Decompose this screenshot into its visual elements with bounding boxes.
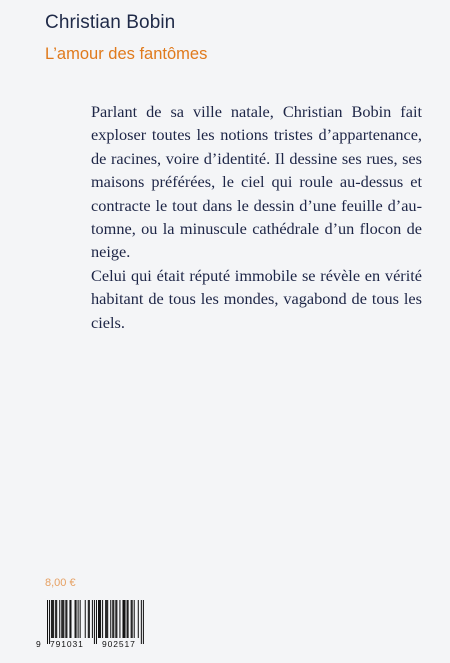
book-title: L’amour des fantômes xyxy=(45,45,208,63)
barcode-bar xyxy=(62,600,63,638)
barcode-bar xyxy=(78,600,79,638)
barcode-bar xyxy=(113,600,114,638)
barcode-bar xyxy=(49,600,50,644)
barcode-bar xyxy=(63,600,64,638)
blurb-paragraph-1: Parlant de sa ville natale, Christian Bobin fait exploser toutes les notions tristes d’appartenance, de racines, voire d’identité. Il dessine ses rues, ses maisons préférées, le ciel qui roule au-dessus et contracte le tout dans le dessin d’une feuille d’automne, ou la minuscule cathédrale d’un flocon de neige. xyxy=(91,102,422,262)
barcode-first-digit: 9 xyxy=(36,639,41,649)
barcode-bar xyxy=(143,600,144,644)
barcode-bar xyxy=(127,600,128,638)
barcode-bar xyxy=(119,600,120,638)
barcode-bar xyxy=(94,600,95,644)
barcode-bar xyxy=(51,600,52,638)
barcode-bar xyxy=(100,600,101,638)
barcode-bar xyxy=(141,600,142,644)
barcode-bars xyxy=(36,600,146,644)
barcode-bar xyxy=(98,600,99,638)
barcode-bar xyxy=(105,600,106,638)
barcode-bar xyxy=(128,600,129,638)
author-name: Christian Bobin xyxy=(45,12,176,33)
blurb-paragraph-2: Celui qui était réputé immobile se révèle en vérité habitant de tous les mondes, vagabond de tous les ciels. xyxy=(91,265,422,332)
barcode-bar xyxy=(122,600,123,638)
barcode-bar xyxy=(80,600,81,638)
barcode-bar xyxy=(76,600,77,638)
barcode-bar xyxy=(116,600,117,638)
price-label: 8,00 € xyxy=(45,577,76,589)
barcode-bar xyxy=(70,600,71,638)
barcode-bar xyxy=(85,600,86,638)
barcode-bar xyxy=(55,600,56,638)
barcode-bar xyxy=(47,600,48,644)
barcode-bar xyxy=(52,600,53,638)
barcode-bar xyxy=(88,600,89,638)
barcode-bar xyxy=(96,600,97,644)
barcode-bar xyxy=(66,600,67,638)
barcode-bar xyxy=(138,600,139,638)
barcode-bar xyxy=(110,600,111,638)
barcode-bar xyxy=(69,600,70,638)
barcode-bar xyxy=(99,600,100,638)
barcode-right-group: 902517 xyxy=(102,639,136,649)
barcode-bar xyxy=(102,600,103,638)
barcode-bar xyxy=(89,600,90,638)
barcode-bar xyxy=(115,600,116,638)
barcode-bar xyxy=(92,600,93,638)
barcode-bar xyxy=(134,600,135,638)
barcode-left-group: 791031 xyxy=(50,639,84,649)
barcode-bar xyxy=(125,600,126,638)
barcode-bar xyxy=(107,600,108,638)
barcode-bar xyxy=(65,600,66,638)
barcode-bar xyxy=(112,600,113,638)
barcode-bar xyxy=(131,600,132,638)
barcode-bar xyxy=(61,600,62,638)
isbn-barcode xyxy=(36,600,146,653)
barcode-bar xyxy=(106,600,107,638)
barcode-bar xyxy=(59,600,60,638)
barcode-bar xyxy=(75,600,76,638)
barcode-bar xyxy=(124,600,125,638)
blurb xyxy=(91,100,422,334)
barcode-bar xyxy=(53,600,54,638)
barcode-bar xyxy=(56,600,57,638)
barcode-bar xyxy=(132,600,133,638)
